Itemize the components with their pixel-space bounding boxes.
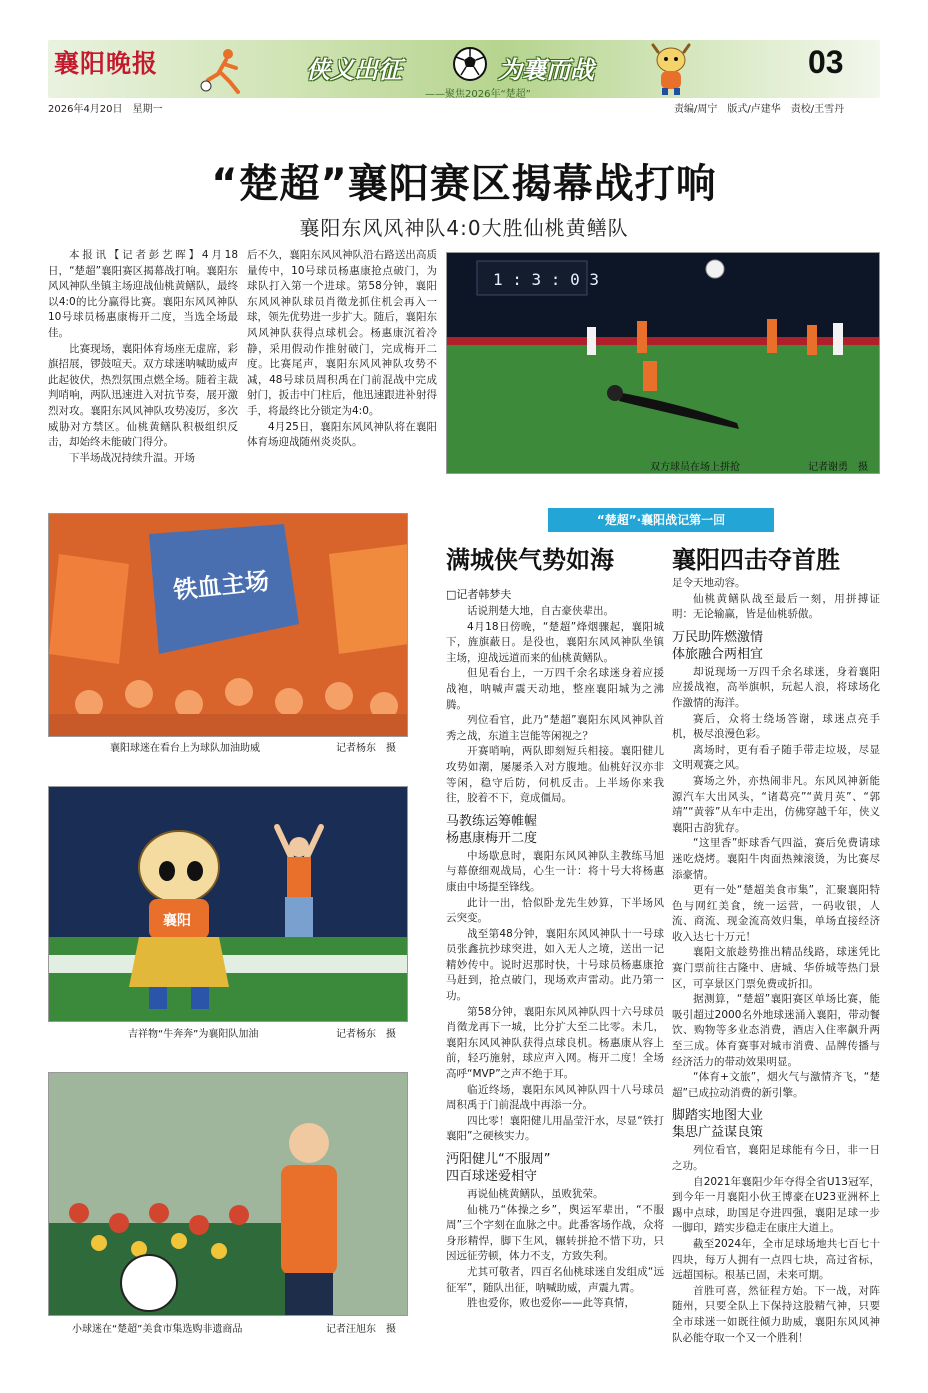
feature-paragraph: 再说仙桃黄鳝队，虽败犹荣。 [467,1188,604,1200]
feature-subheading: 万民助阵燃激情 [672,629,764,645]
feature-title-left: 满城侠气势如海 [446,546,614,574]
feature-paragraph: 战至第48分钟，襄阳东风风神队十一号球员张鑫抗抄球突进，如入无人之境，送出一记精妙传中。说时迟那时快，十号球员杨惠康抢马赶到，抢点破门，现场欢声雷动。此乃第一功。 [446,927,664,1003]
dateline [48,100,163,115]
feature-paragraph: 襄阳文旅趁势推出精品线路，球迷凭比赛门票前往古隆中、唐城、华侨城等热门景区，可享景区门票免费或折扣。 [672,946,880,990]
feature-subheading: 杨惠康梅开二度 [446,830,538,846]
feature-subheading: 脚踏实地图大业 [672,1108,764,1124]
feature-paragraph: “体育+文旅”，烟火气与激情齐飞，“楚超”已成拉动消费的新引擎。 [672,1071,880,1099]
feature-paragraph: 第58分钟，襄阳东风风神队四十六号球员肖徵龙再下一城，比分扩大至二比零。未几，襄阳东风风神队获得点球良机。杨惠康从容上前，轻巧施射，球应声入网。梅开二度！全场高呼“MVP”之声不绝于耳。 [446,1005,664,1081]
feature-paragraph: 4月18日傍晚，“楚超”烽烟骤起，襄阳城下，旌旗蔽日。是役也，襄阳东风风神队坐镇主场，迎战远道而来的仙桃黄鳝队。 [446,620,664,664]
food-market-photo [48,1072,408,1316]
banner-slogan-left: 侠义出征 [306,56,402,84]
feature-subheading: 体旅融合两相宜 [672,646,764,662]
feature-paragraph: “这里香”虾球香气四溢，赛后免费请球迷吃烧烤。襄阳牛肉面热辣滚烫，为比赛尽添豪情。 [672,837,880,881]
lead-headline: “楚超”襄阳赛区揭幕战打响 [211,161,717,207]
photo-caption: 吉祥物“牛奔奔”为襄阳队加油 [128,1029,259,1040]
issue-weekday: 星期一 [132,104,163,115]
feature-paragraph: 仙桃黄鳝队战至最后一刻，用拼搏证明：无论输赢，皆是仙桃骄傲。 [672,592,880,621]
mascot-shirt-text: 襄阳 [163,913,191,929]
issue-date: 2026年4月20日 [48,104,123,115]
feature-paragraph: 临近终场，襄阳东风风神队四十八号球员周积禹于门前混战中再添一分。 [446,1083,664,1112]
feature-paragraph: 却说现场一万四千余名球迷，身着襄阳应援战袍，高举旗帜，玩起人浪，将球场化作激情的海洋。 [672,665,880,709]
feature-subheading: 集思广益谋良策 [672,1125,764,1141]
feature-subheading: 马教练运筹帷幄 [446,813,538,829]
feature-paragraph: 据测算，“楚超”襄阳赛区单场比赛，能吸引超过2000名外地球迷涌入襄阳，带动餐饮、购物等多业态消费，酒店入住率飙升两至三成。体育赛事对城市消费、品牌传播与经济活力的带动效果明显。 [672,993,880,1068]
paper-name: 襄阳晚报 [54,49,159,78]
feature-paragraph: 更有一处“楚超美食市集”，汇聚襄阳特色与网红美食，统一运营，一码收银，人流、商流、现金流高效归集，单场直接经济收入达七十万元！ [672,884,880,943]
feature-paragraph: 赛后，众将士绕场答谢，球迷点亮手机，极尽浪漫色彩。 [672,712,880,741]
editor-credits: 责编/周宁 版式/卢建华 责校/王雪丹 [674,104,845,115]
feature-paragraph: 截至2024年，全市足球场地共七百七十四块，每万人拥有一点四七块，高过省标，远超国标。根基已固，未来可期。 [672,1237,880,1282]
photo-caption: 襄阳球迷在看台上为球队加油助威 [110,743,260,754]
lead-paragraph: 本报讯【记者彭艺晖】4月18日，“楚超”襄阳赛区揭幕战打响。襄阳东风风神队坐镇主场迎战仙桃黄鳝队，最终以4:0的比分赢得比赛。襄阳东风风神队10号球员杨惠康梅开二度，当选全场最佳。 [48,249,238,339]
photo-credit: 记者杨东 摄 [336,1029,396,1040]
banner-slogan-right: 为襄而战 [498,56,594,84]
feature-paragraph: 离场时，更有看子随手带走垃圾，尽显文明观赛之风。 [672,743,880,772]
page-number: 03 [808,44,844,80]
feature-paragraph: 四比零！襄阳健儿用晶莹汗水，尽显“铁打襄阳”之硬核实力。 [446,1114,664,1143]
feature-paragraph: 列位看官，此乃“楚超”襄阳东风风神队首秀之战，东道主岂能等闲视之？ [446,714,664,742]
photo-credit: 记者谢勇 摄 [808,462,868,473]
feature-column-2 [672,576,880,1346]
feature-paragraph: 赛场之外，亦热闹非凡。东风风神新能源汽车大出风头，“诸葛亮”“黄月英”、“郭靖”“黄蓉”从车中走出，仿佛穿越千年，侠义襄阳古韵犹存。 [672,774,880,834]
feature-paragraph: 列位看官，襄阳足球能有今日，非一日之功。 [672,1144,880,1172]
soccer-ball-icon [452,46,488,82]
feature-title-right: 襄阳四击夺首胜 [672,546,840,574]
series-banner: “楚超”·襄阳战记第一回 [548,508,774,532]
feature-paragraph: 胜也爱你，败也爱你——此等真情， [467,1297,635,1310]
photo-credit: 记者杨东 摄 [336,743,396,754]
feature-paragraph: 自2021年襄阳少年夺得全省U13冠军，到今年一月襄阳小伙王博豪在U23亚洲杯上踢中点球，助国足夺进四强，襄阳足球一步一脚印，踏实步稳走在康庄大道上。 [672,1175,880,1235]
lead-paragraph: 后不久，襄阳东风风神队沿右路送出高质量传中，10号球员杨惠康抢点破门，为球队打入第一个进球。第58分钟，襄阳东风风神队球员肖徵龙抓住机会再入一球，领先优势进一步扩大。随后，襄阳东风风神队获得点球机会。杨惠康沉着冷静，采用假动作推射破门，完成梅开二度。比赛尾声，襄阳东风风神队攻势不减，48号球员周积禹在门前混战中完成射门，扳击中门柱后，他迅速跟进补射得手，将最终比分锁定为4:0。 [247,249,437,417]
feature-paragraph: 此计一出，恰似卧龙先生妙算，下半场风云突变。 [446,896,664,925]
feature-paragraph: 中场歇息时，襄阳东风风神队主教练马旭与幕僚细观战局，心生一计：将十号大将杨惠康由中场提至锋线。 [446,849,664,893]
mascot-scene-illustration [49,787,408,1022]
feature-paragraph: 尤其可敬者，四百名仙桃球迷自发组成“远征军”，随队出征，呐喊助威，声震九霄。 [446,1265,664,1294]
mascot-photo [48,786,408,1022]
market-scene-illustration [49,1073,408,1316]
fans-stands-photo [48,513,408,737]
lead-story-column-2 [247,248,437,451]
banner-subtitle: ——聚焦2026年“楚超” [425,89,531,100]
feature-paragraph: 开赛哨响，两队即刻短兵相接。襄阳健儿攻势如潮，屡屡杀入对方腹地。仙桃好汉亦非等闲，稳守后防，伺机反击。上半场你来我往，胶着不下，竟成僵局。 [446,745,664,805]
lead-paragraph: 下半场战况持续升温。开场 [69,451,195,464]
lead-paragraph: 4月25日，襄阳东风风神队将在襄阳体育场迎战随州炎炎队。 [247,420,437,449]
match-photo-penalty [446,252,880,474]
photo-caption: 双方球员在场上拼抢 [650,462,740,473]
feature-subheading: 沔阳健儿“不服周” [446,1152,551,1167]
lead-subheadline: 襄阳东风风神队4:0大胜仙桃黄鳝队 [299,216,629,240]
feature-paragraph: 但见看台上，一万四千余名球迷身着应援战袍，呐喊声震天动地，整座襄阳城为之沸腾。 [446,667,664,711]
bull-mascot-icon [650,42,692,96]
photo-caption: 小球迷在“楚超”美食市集选购非遗商品 [72,1324,243,1335]
feature-column-1 [446,604,664,1312]
feature-paragraph: 足令天地动容。 [672,577,746,589]
runner-decoration-icon [198,46,248,94]
lead-paragraph: 比赛现场，襄阳体育场座无虚席，彩旗招展，锣鼓喧天。双方球迷呐喊助威声此起彼伏，热烈氛围点燃全场。随着主裁判哨响，两队迅速进入对抗节奏，展开激烈对攻。襄阳东风风神队攻势凌厉，多次威胁对方禁区。仙桃黄鳝队积极组织反击，却始终未能破门得分。 [48,342,238,449]
feature-subheading: 四百球迷爱相守 [446,1169,538,1184]
scoreboard-text: 1 : 3 : 0 3 [493,270,599,289]
flag-text: 铁血主场 [171,565,271,605]
lead-story-column-1 [48,248,238,466]
feature-paragraph: 话说荆楚大地，自古豪侠辈出。 [467,605,614,617]
photo-credit: 记者汪旭东 摄 [326,1324,396,1335]
fans-scene-illustration [49,514,408,737]
feature-paragraph: 仙桃乃“体操之乡”，舆运军辈出，“不服周”三个字刻在血脉之中。此番客场作战，众将身形精悍，脚下生风，辗转拼抢不惜下功，只因远征劳顿，体力不支，方致失利。 [446,1203,664,1263]
feature-paragraph: 首胜可喜，然征程方始。下一战，对阵随州，只要全队上下保持这股精气神，只要全市球迷一如既往倾力助威，襄阳东风风神队必能夺取一个又一个胜利！ [672,1284,880,1344]
feature-byline: □记者韩梦夫 [446,588,512,601]
penalty-scene-illustration [447,253,880,474]
